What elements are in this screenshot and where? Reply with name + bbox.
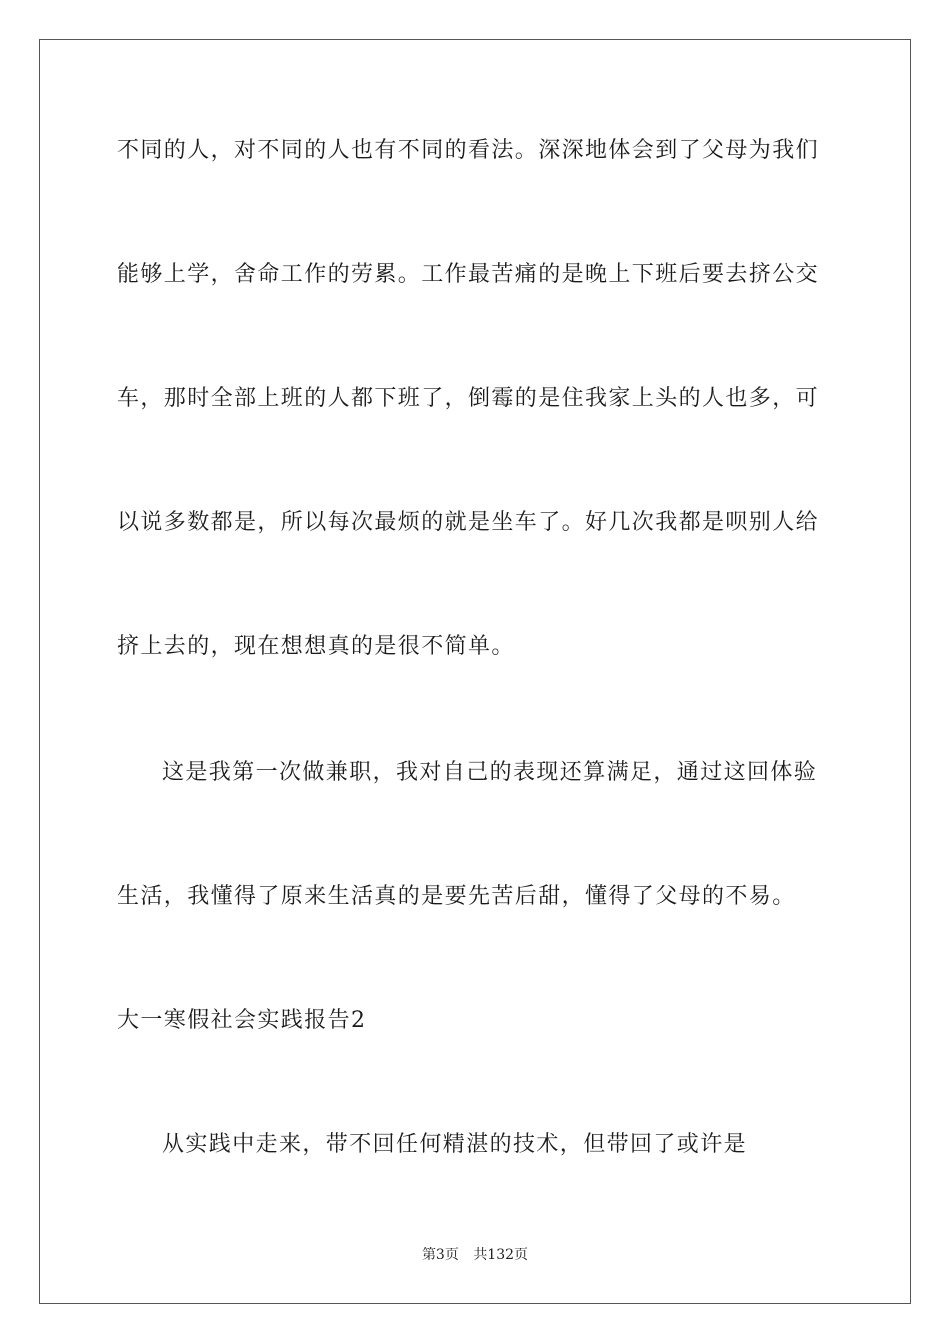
page-number: 第3页 bbox=[421, 1247, 459, 1263]
section-heading: 大一寒假社会实践报告2 bbox=[117, 1008, 367, 1033]
page-border bbox=[39, 39, 911, 1304]
body-text-line: 以说多数都是，所以每次最烦的就是坐车了。好几次我都是呗别人给 bbox=[117, 510, 820, 535]
body-text-line: 生活，我懂得了原来生活真的是要先苦后甜，懂得了父母的不易。 bbox=[117, 884, 796, 909]
page-total: 共132页 bbox=[473, 1247, 529, 1263]
body-text-line: 挤上去的，现在想想真的是很不简单。 bbox=[117, 634, 515, 659]
body-text-line: 车，那时全部上班的人都下班了，倒霉的是住我家上头的人也多，可 bbox=[117, 386, 820, 411]
body-text-line: 不同的人，对不同的人也有不同的看法。深深地体会到了父母为我们 bbox=[117, 138, 820, 163]
body-text-line: 这是我第一次做兼职，我对自己的表现还算满足，通过这回体验 bbox=[162, 760, 818, 785]
body-text-line: 从实践中走来，带不回任何精湛的技术，但带回了或许是 bbox=[162, 1132, 748, 1157]
page-footer bbox=[0, 1245, 950, 1265]
body-text-line: 能够上学，舍命工作的劳累。工作最苦痛的是晚上下班后要去挤公交 bbox=[117, 262, 820, 287]
